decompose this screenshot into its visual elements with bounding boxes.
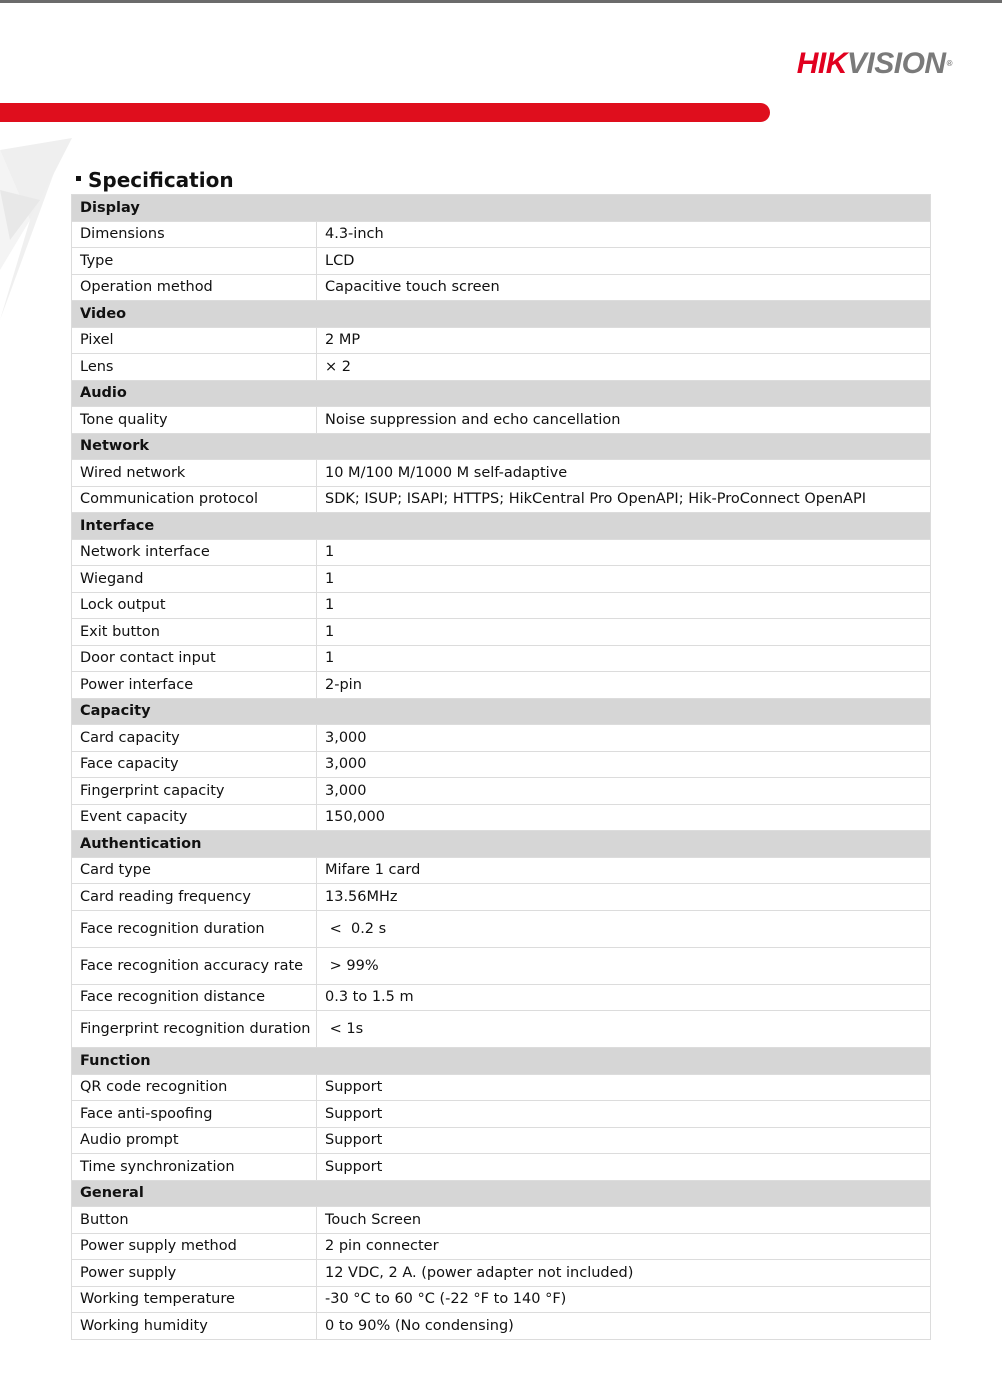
spec-value: 2-pin	[317, 672, 931, 699]
spec-row	[72, 592, 931, 619]
spec-row	[72, 672, 931, 699]
spec-row	[72, 778, 931, 805]
spec-value: Capacitive touch screen	[317, 274, 931, 301]
spec-value: 150,000	[317, 804, 931, 831]
spec-value: > 99%	[317, 947, 931, 984]
spec-value: 4.3-inch	[317, 221, 931, 248]
spec-value: Touch Screen	[317, 1207, 931, 1234]
spec-value: 1	[317, 566, 931, 593]
spec-label: Face anti-spoofing	[72, 1101, 317, 1128]
spec-row	[72, 984, 931, 1011]
red-header-bar	[0, 103, 770, 122]
section-heading	[76, 166, 234, 194]
spec-label: Communication protocol	[72, 486, 317, 513]
section-header-row	[72, 195, 931, 222]
spec-value: 3,000	[317, 725, 931, 752]
spec-label: Fingerprint recognition duration	[72, 1011, 317, 1048]
spec-value: Mifare 1 card	[317, 857, 931, 884]
spec-label: Type	[72, 248, 317, 275]
spec-row	[72, 645, 931, 672]
decorative-facet-graphic	[0, 130, 80, 330]
spec-value: 1	[317, 645, 931, 672]
section-header-row	[72, 380, 931, 407]
spec-row	[72, 327, 931, 354]
spec-label: Card type	[72, 857, 317, 884]
spec-row	[72, 725, 931, 752]
spec-label: Power supply	[72, 1260, 317, 1287]
section-title: Video	[72, 301, 931, 328]
spec-row	[72, 486, 931, 513]
spec-row	[72, 407, 931, 434]
spec-row	[72, 619, 931, 646]
section-title: Network	[72, 433, 931, 460]
logo-vision-text: VISION	[846, 47, 946, 80]
spec-row	[72, 910, 931, 947]
section-header-row	[72, 698, 931, 725]
spec-value: Support	[317, 1074, 931, 1101]
section-header-row	[72, 831, 931, 858]
spec-row	[72, 1313, 931, 1340]
spec-label: Tone quality	[72, 407, 317, 434]
section-title: Interface	[72, 513, 931, 540]
spec-label: Wired network	[72, 460, 317, 487]
spec-value: SDK; ISUP; ISAPI; HTTPS; HikCentral Pro OpenAPI; Hik-ProConnect OpenAPI	[317, 486, 931, 513]
logo-registered-mark: ®	[946, 59, 952, 68]
spec-label: Power interface	[72, 672, 317, 699]
spec-value: 10 M/100 M/1000 M self-adaptive	[317, 460, 931, 487]
spec-row	[72, 1074, 931, 1101]
spec-label: Exit button	[72, 619, 317, 646]
top-border-line	[0, 0, 1002, 3]
spec-row	[72, 1233, 931, 1260]
spec-value: 2 MP	[317, 327, 931, 354]
heading-text: Specification	[88, 168, 234, 192]
spec-value: -30 °C to 60 °C (-22 °F to 140 °F)	[317, 1286, 931, 1313]
spec-row	[72, 566, 931, 593]
spec-label: Dimensions	[72, 221, 317, 248]
spec-row	[72, 221, 931, 248]
spec-row	[72, 1286, 931, 1313]
spec-label: Time synchronization	[72, 1154, 317, 1181]
spec-row	[72, 274, 931, 301]
section-header-row	[72, 1180, 931, 1207]
spec-row	[72, 947, 931, 984]
spec-label: Fingerprint capacity	[72, 778, 317, 805]
spec-row	[72, 539, 931, 566]
spec-label: Network interface	[72, 539, 317, 566]
spec-label: Card reading frequency	[72, 884, 317, 911]
spec-label: Button	[72, 1207, 317, 1234]
spec-value: < 1s	[317, 1011, 931, 1048]
section-header-row	[72, 433, 931, 460]
spec-value: 2 pin connecter	[317, 1233, 931, 1260]
spec-value: LCD	[317, 248, 931, 275]
spec-row	[72, 248, 931, 275]
section-title: Display	[72, 195, 931, 222]
spec-value: Noise suppression and echo cancellation	[317, 407, 931, 434]
spec-value: 1	[317, 592, 931, 619]
spec-value: Support	[317, 1127, 931, 1154]
spec-label: Face capacity	[72, 751, 317, 778]
spec-row	[72, 1207, 931, 1234]
specification-table	[71, 194, 931, 1340]
spec-row	[72, 1154, 931, 1181]
section-title: General	[72, 1180, 931, 1207]
spec-label: Door contact input	[72, 645, 317, 672]
spec-value: 1	[317, 539, 931, 566]
spec-row	[72, 884, 931, 911]
heading-bullet-icon	[76, 176, 81, 181]
spec-row	[72, 1011, 931, 1048]
spec-label: QR code recognition	[72, 1074, 317, 1101]
spec-label: Lock output	[72, 592, 317, 619]
spec-label: Lens	[72, 354, 317, 381]
spec-row	[72, 1260, 931, 1287]
spec-row	[72, 354, 931, 381]
section-title: Authentication	[72, 831, 931, 858]
specification-table-body	[72, 195, 931, 1340]
spec-value: × 2	[317, 354, 931, 381]
spec-value: 13.56MHz	[317, 884, 931, 911]
section-header-row	[72, 513, 931, 540]
spec-value: < 0.2 s	[317, 910, 931, 947]
spec-label: Wiegand	[72, 566, 317, 593]
spec-row	[72, 804, 931, 831]
hikvision-logo	[797, 46, 952, 82]
spec-label: Operation method	[72, 274, 317, 301]
spec-value: 0.3 to 1.5 m	[317, 984, 931, 1011]
spec-label: Event capacity	[72, 804, 317, 831]
section-header-row	[72, 301, 931, 328]
section-title: Capacity	[72, 698, 931, 725]
spec-value: Support	[317, 1154, 931, 1181]
spec-label: Face recognition accuracy rate	[72, 947, 317, 984]
spec-row	[72, 460, 931, 487]
spec-label: Pixel	[72, 327, 317, 354]
spec-label: Working temperature	[72, 1286, 317, 1313]
spec-value: Support	[317, 1101, 931, 1128]
spec-label: Face recognition duration	[72, 910, 317, 947]
spec-label: Face recognition distance	[72, 984, 317, 1011]
spec-row	[72, 751, 931, 778]
spec-row	[72, 1101, 931, 1128]
section-header-row	[72, 1048, 931, 1075]
logo-hik-text: HIK	[796, 47, 847, 80]
spec-value: 1	[317, 619, 931, 646]
spec-label: Audio prompt	[72, 1127, 317, 1154]
spec-label: Card capacity	[72, 725, 317, 752]
spec-label: Power supply method	[72, 1233, 317, 1260]
section-title: Audio	[72, 380, 931, 407]
spec-row	[72, 857, 931, 884]
spec-value: 12 VDC, 2 A. (power adapter not included)	[317, 1260, 931, 1287]
section-title: Function	[72, 1048, 931, 1075]
spec-value: 3,000	[317, 751, 931, 778]
spec-label: Working humidity	[72, 1313, 317, 1340]
spec-row	[72, 1127, 931, 1154]
spec-value: 3,000	[317, 778, 931, 805]
spec-value: 0 to 90% (No condensing)	[317, 1313, 931, 1340]
